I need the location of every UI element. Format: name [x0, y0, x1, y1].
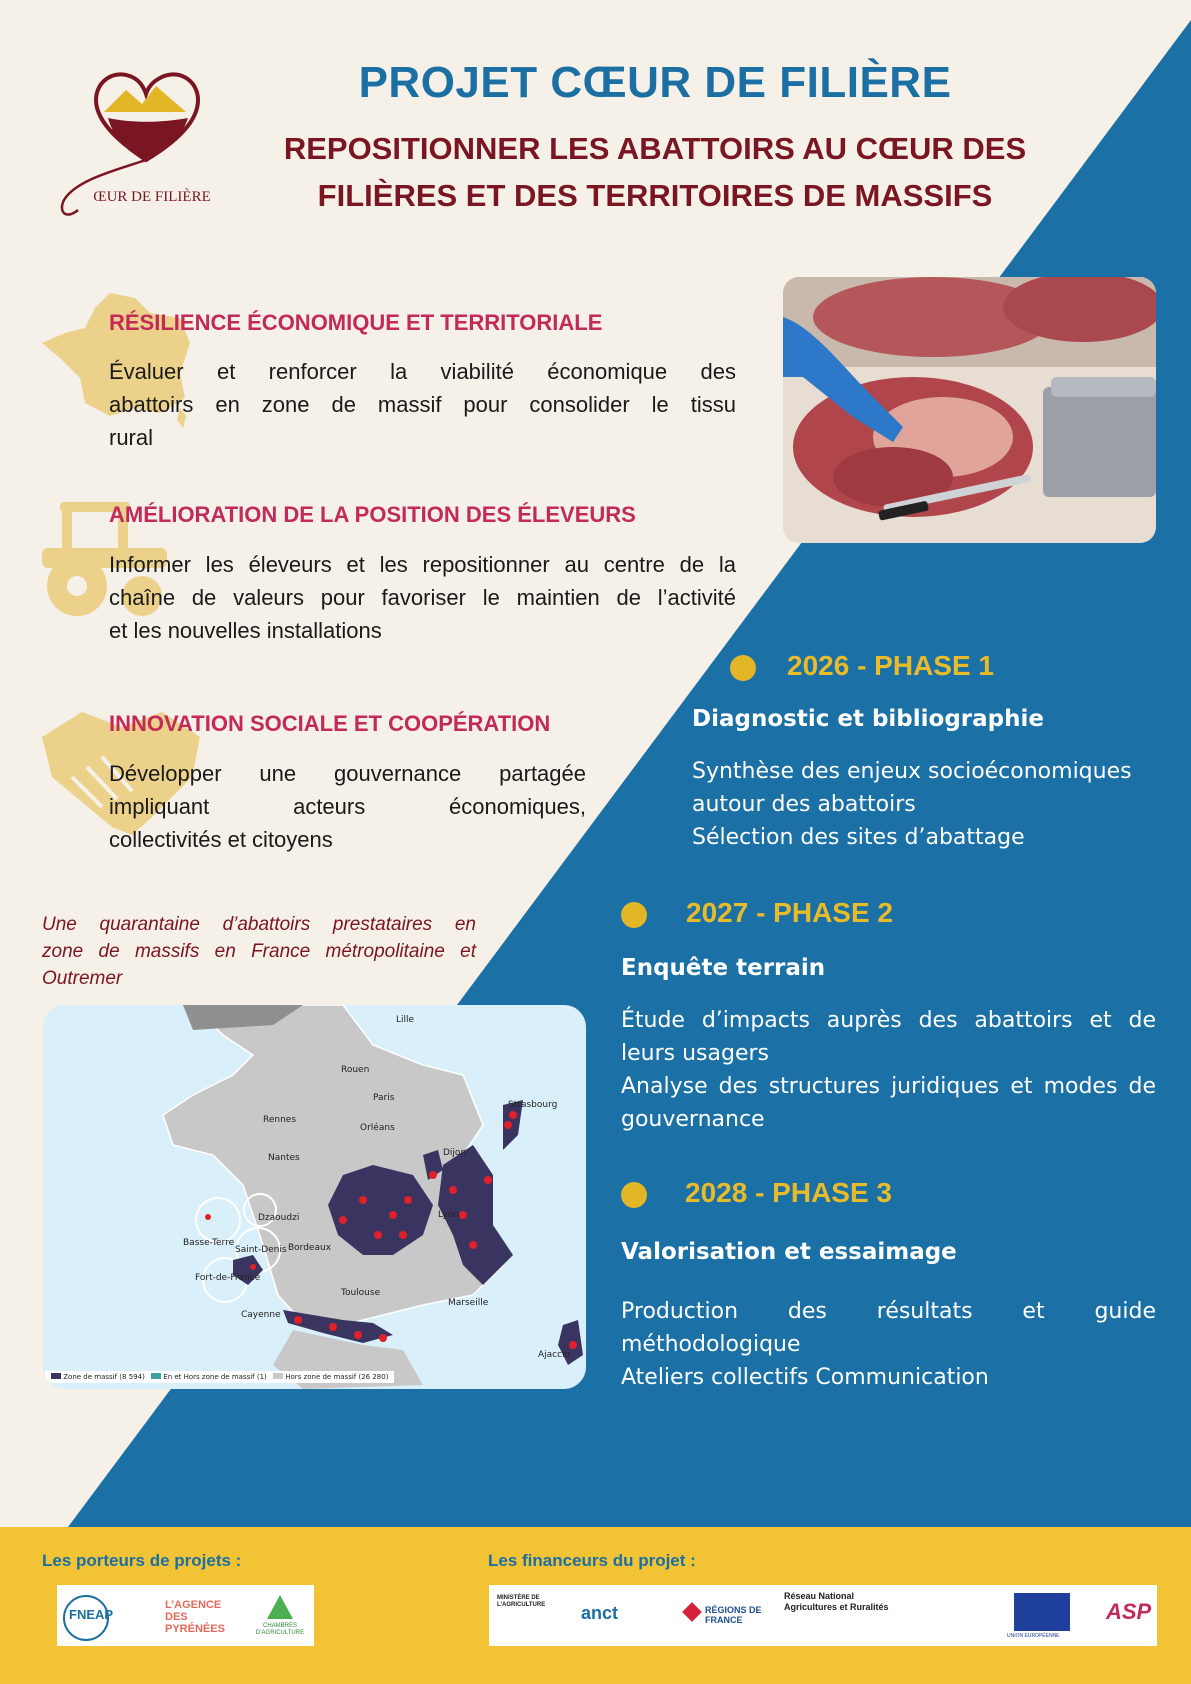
section-3-line-2: impliquant acteurs économiques, [109, 794, 586, 819]
phase-1-dot [730, 655, 756, 681]
phase-3-body [621, 1295, 1156, 1394]
phase-3-title: 2028 - PHASE 3 [685, 1177, 892, 1208]
phase-3-subtitle: Valorisation et essaimage [621, 1239, 957, 1265]
legend-swatch-massif [51, 1373, 61, 1379]
section-3-line-3: collectivités et citoyens [109, 827, 333, 852]
reseau-national-logo: Réseau National Agricultures et Ruralités [784, 1591, 889, 1612]
carriers-label: Les porteurs de projets : [42, 1551, 242, 1570]
legend-item: Zone de massif (8 594) [63, 1373, 145, 1381]
phase-2-line-1: Étude d’impacts auprès des abattoirs et de [621, 1008, 1156, 1033]
chambres-agriculture-logo: CHAMBRES D’AGRICULTURE [255, 1623, 305, 1636]
section-2-line-2: chaîne de valeurs pour favoriser le maintien de l’activité [109, 585, 736, 610]
map-legend [45, 1371, 394, 1383]
carriers-logos [57, 1585, 314, 1646]
logo-text: ŒUR DE FILIÈRE [93, 189, 211, 205]
section-1-line-1: Évaluer et renforcer la viabilité économique des [109, 359, 736, 384]
eu-label: UNION EUROPÉENNE [1007, 1633, 1060, 1639]
agence-pyrenees-logo: L’AGENCE DES PYRÉNÉES [165, 1599, 225, 1635]
phase-1-line-2: autour des abattoirs [692, 792, 916, 817]
page-title: PROJET CŒUR DE FILIÈRE [358, 58, 952, 107]
subtitle-line-2: FILIÈRES ET DES TERRITOIRES DE MASSIFS [317, 178, 993, 213]
city-label: Rennes [263, 1115, 297, 1125]
city-label: Paris [373, 1093, 395, 1103]
legend-swatch-mixed [151, 1373, 161, 1379]
funders-label: Les financeurs du projet : [488, 1551, 696, 1570]
page-subtitle [240, 125, 1070, 219]
city-label: Bordeaux [288, 1243, 332, 1253]
funders-logos [489, 1585, 1157, 1646]
city-label: Lyon [438, 1210, 459, 1220]
section-2-line-3: et les nouvelles installations [109, 618, 382, 643]
section-1-body [109, 355, 736, 454]
section-3-title: INNOVATION SOCIALE ET COOPÉRATION [109, 711, 551, 736]
phase-2-body [621, 1004, 1156, 1136]
legend-item: Hors zone de massif (26 280) [285, 1373, 389, 1381]
footer [0, 1527, 1191, 1684]
phase-1-title: 2026 - PHASE 1 [787, 650, 994, 681]
city-label: Saint-Denis [235, 1245, 287, 1255]
city-label: Dijon [443, 1148, 467, 1158]
city-label: Ajaccio [538, 1350, 571, 1360]
map-caption-line-3: Outremer [42, 968, 123, 989]
city-label: Basse-Terre [183, 1238, 235, 1248]
city-label: Strasbourg [508, 1100, 558, 1110]
regions-de-france-logo: RÉGIONS DE FRANCE [705, 1605, 762, 1625]
section-1-title: RÉSILIENCE ÉCONOMIQUE ET TERRITORIALE [109, 310, 603, 335]
phase-1-subtitle: Diagnostic et bibliographie [692, 706, 1044, 732]
section-3-line-1: Développer une gouvernance partagée [109, 761, 586, 786]
phase-2-dot [621, 902, 647, 928]
asp-logo: ASP [1106, 1599, 1152, 1624]
anct-logo: anct [581, 1603, 619, 1623]
city-label: Lille [396, 1015, 415, 1025]
phase-3-line-2: méthodologique [621, 1332, 801, 1357]
ministere-logo: MINISTÈRE DE L’AGRICULTURE [497, 1595, 546, 1608]
section-3-body [109, 757, 586, 856]
phase-1-body [692, 755, 1162, 854]
city-label: Fort-de-France [195, 1273, 261, 1283]
phase-3-line-1: Production des résultats et guide [621, 1299, 1156, 1324]
section-2-title: AMÉLIORATION DE LA POSITION DES ÉLEVEURS [109, 502, 636, 527]
section-2-line-1: Informer les éleveurs et les repositionner au centre de la [109, 552, 736, 577]
city-label: Dzaoudzi [258, 1213, 300, 1223]
eu-flag [1014, 1593, 1070, 1631]
city-label: Orléans [360, 1123, 395, 1133]
section-1-line-2: abattoirs en zone de massif pour consolider le tissu [109, 392, 736, 417]
section-2-body [109, 548, 736, 647]
section-1-line-3: rural [109, 425, 154, 450]
phase-1-line-1: Synthèse des enjeux socioéconomiques [692, 759, 1132, 784]
phase-3-line-3: Ateliers collectifs Communication [621, 1365, 989, 1390]
phase-2-title: 2027 - PHASE 2 [686, 897, 893, 928]
chambres-agriculture-icon [265, 1593, 295, 1621]
city-label: Nantes [268, 1153, 300, 1163]
abattoir-photo [783, 277, 1156, 543]
regions-de-france-icon [681, 1601, 703, 1623]
map-caption [42, 911, 476, 992]
city-label: Marseille [448, 1298, 489, 1308]
phase-2-line-3: Analyse des structures juridiques et modes de [621, 1074, 1156, 1099]
map-caption-line-1: Une quarantaine d’abattoirs prestataires en [42, 914, 476, 935]
phase-2-line-2: leurs usagers [621, 1041, 769, 1066]
phase-1-line-3: Sélection des sites d’abattage [692, 825, 1025, 850]
france-abattoir-map [43, 1005, 586, 1389]
city-label: Rouen [341, 1065, 370, 1075]
phase-2-subtitle: Enquête terrain [621, 955, 826, 981]
map-caption-line-2: zone de massifs en France métropolitaine et [42, 941, 476, 962]
phase-3-dot [621, 1182, 647, 1208]
city-label: Toulouse [341, 1288, 381, 1298]
legend-item: En et Hors zone de massif (1) [163, 1373, 267, 1381]
legend-swatch-outside [273, 1373, 283, 1379]
fneap-logo: FNEAP [69, 1607, 114, 1622]
subtitle-line-1: REPOSITIONNER LES ABATTOIRS AU CŒUR DES [283, 131, 1027, 166]
phase-2-line-4: gouvernance [621, 1107, 765, 1132]
city-label: Cayenne [241, 1310, 281, 1320]
